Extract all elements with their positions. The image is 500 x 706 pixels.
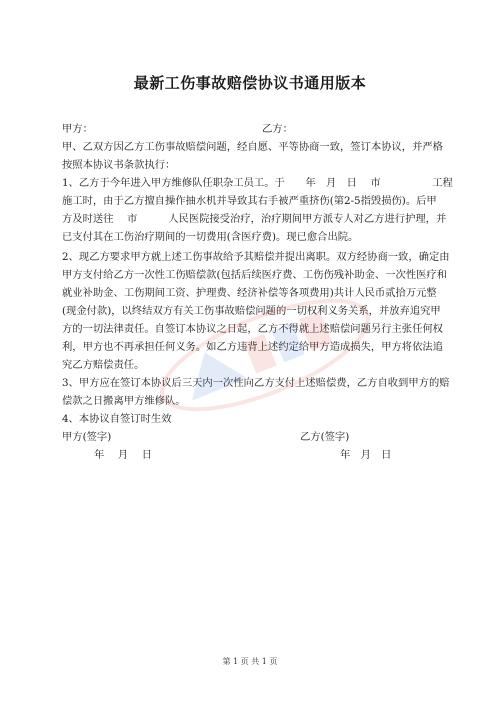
document-title: 最新工伤事故赔偿协议书通用版本 — [133, 74, 367, 92]
body-line: 4、本协议自签订时生效 — [62, 413, 172, 425]
body-line: 按照本协议书条款执行： — [62, 159, 176, 171]
body-line: 施工时，由于乙方擅自操作抽水机并导致其右手被严重挤伤(第2-5指毁损伤)。后甲 — [62, 195, 437, 207]
body-line: 方及时送往 市 人民医院接受治疗，治疗期间甲方派专人对乙方进行护理，并 — [62, 213, 447, 225]
signature-a-label: 甲方(签字) — [62, 431, 112, 443]
body-line: 甲方支付给乙方一次性工伤赔偿款(包括后续医疗费、工伤伤残补助金、一次性医疗和 — [62, 269, 447, 281]
body-line: 3、甲方应在签订本协议后三天内一次性向乙方支付上述赔偿费，乙方自收到甲方的赔 — [62, 377, 450, 389]
body-line: (现金付款)，以终结双方有关工伤事故赔偿问题的一切权利义务关系，并放弃追究甲 — [62, 305, 441, 317]
body-line: 就业补助金、工伤期间工资、护理费、经济补偿等各项费用)共计人民币贰拾万元整 — [62, 287, 437, 299]
body-line: 1、乙方于今年进入甲方维修队任职杂工员工。于 年 月 日 市 工程 — [62, 177, 453, 189]
body-line: 2、现乙方要求甲方就上述工伤事故给予其赔偿并提出离职。双方经协商一致，确定由 — [62, 251, 450, 263]
body-line: 方的一切法律责任。自签订本协议之日起，乙方不得就上述赔偿问题另行主张任何权 — [62, 323, 443, 335]
date-b: 年 月 日 — [340, 449, 392, 461]
body-line: 甲、乙双方因乙方工伤事故赔偿问题，经自愿、平等协商一致，签订本协议，并严格 — [62, 141, 443, 153]
body-line: 究乙方赔偿责任。 — [62, 359, 145, 371]
body-line: 已支付其在工伤治疗期间的一切费用(含医疗费)。现已愈合出院。 — [62, 231, 359, 243]
party-a-label: 甲方： — [62, 123, 93, 135]
signature-b-label: 乙方(签字) — [300, 431, 350, 443]
page-footer: 第 1 页 共 1 页 — [222, 657, 278, 666]
party-b-label: 乙方： — [262, 123, 293, 135]
body-line: 偿款之日搬离甲方维修队。 — [62, 395, 186, 407]
date-a: 年 月 日 — [94, 449, 153, 461]
body-line: 利，甲方也不再承担任何义务。如乙方违背上述约定给甲方造成损失，甲方将依法追 — [62, 341, 443, 353]
